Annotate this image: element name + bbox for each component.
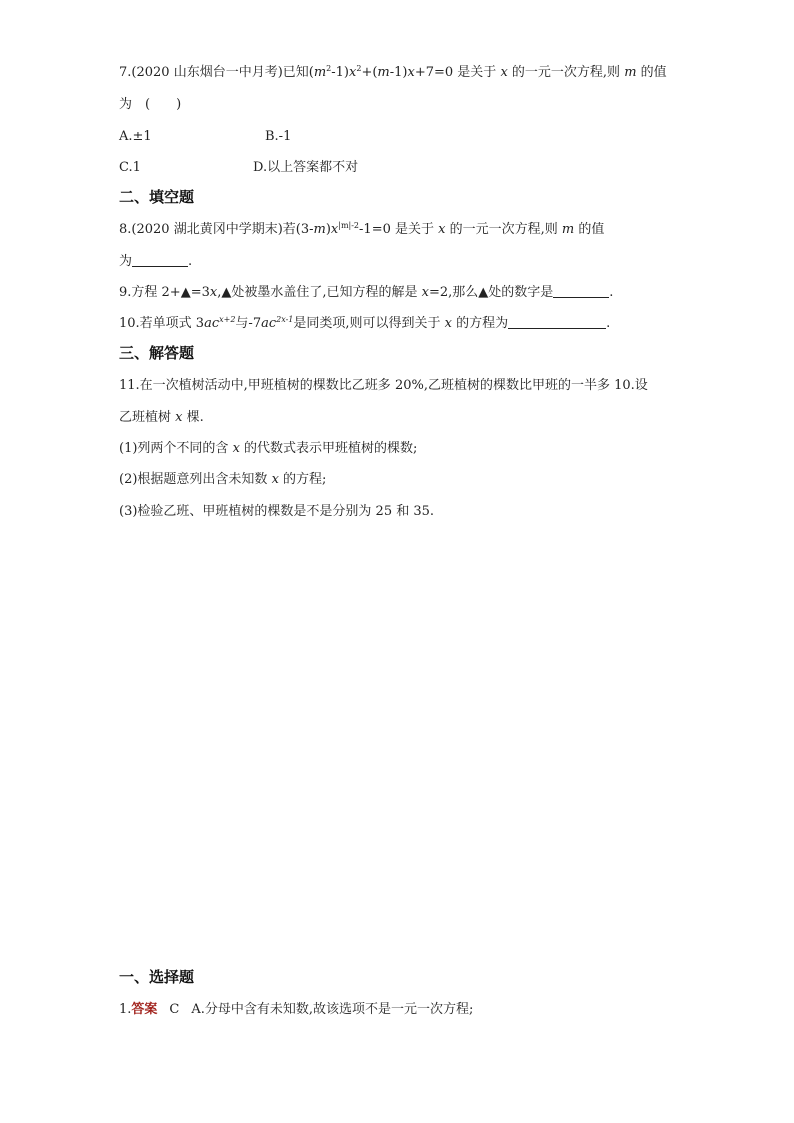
q11-text: (1)列两个不同的含 (119, 441, 233, 456)
section-heading-fill-in: 二、填空题 (119, 188, 195, 206)
answer-number: 1. (119, 1002, 132, 1017)
q9-line (119, 284, 613, 301)
q8-exponent: |m|-2 (338, 221, 360, 230)
q11-var-x: x (232, 441, 240, 456)
q11-var-x: x (175, 410, 183, 425)
answer-label: 答案 (131, 1002, 158, 1017)
q11-text: 棵. (182, 410, 204, 425)
q11-sub1 (119, 440, 417, 457)
q7-line2: 为 ( ) (119, 97, 182, 112)
q7-var-x: x (500, 65, 508, 80)
q7-line1 (119, 64, 667, 81)
q7-text: 的值 (636, 65, 667, 80)
q7-sup: 2 (326, 64, 332, 73)
q7-text: -1) (331, 65, 350, 80)
q10-monomial: ac (204, 316, 220, 331)
q8-var-m: m (313, 222, 326, 237)
q10-monomial: ac (261, 316, 277, 331)
q9-answer-blank[interactable] (553, 285, 609, 298)
q7-var-m: m (313, 65, 327, 80)
q7-option-b: B.-1 (265, 129, 292, 144)
q10-text: . (606, 316, 611, 331)
q11-text: 的方程; (278, 472, 327, 487)
q11-line2 (119, 409, 204, 426)
q7-sup: 2 (356, 64, 362, 73)
q11-sub3: (3)检验乙班、甲班植树的棵数是不是分别为 25 和 35. (119, 504, 435, 519)
q9-var-x: x (209, 285, 218, 300)
q7-var-x: x (349, 65, 357, 80)
q9-prefix: 9.方程 2+▲=3 (119, 285, 210, 300)
answer-1-line (119, 1001, 473, 1018)
q7-option-d: D.以上答案都不对 (253, 160, 359, 175)
section-heading-solve: 三、解答题 (119, 344, 195, 362)
q8-text: ) (325, 222, 331, 237)
q9-var-x: x (421, 285, 429, 300)
answers-section-heading: 一、选择题 (119, 968, 195, 986)
q8-var-x: x (330, 222, 339, 237)
q10-line (119, 315, 610, 332)
answer-explanation: A.分母中含有未知数,故该选项不是一元一次方程; (191, 1002, 474, 1017)
q8-answer-blank[interactable] (132, 254, 188, 267)
q10-text: 的方程为 (452, 316, 509, 331)
q10-prefix: 10.若单项式 3 (119, 316, 205, 331)
q11-text: 乙班植树 (119, 410, 176, 425)
q11-var-x: x (271, 472, 279, 487)
q9-text: =2,那么▲处的数字是 (428, 285, 554, 300)
q8-var-m: m (561, 222, 575, 237)
q7-text: -1) (389, 65, 408, 80)
q11-text: (2)根据题意列出含未知数 (119, 472, 272, 487)
q9-text: ,▲处被墨水盖住了,已知方程的解是 (217, 285, 422, 300)
q7-option-a: A.±1 (119, 129, 152, 144)
q10-exponent: x+2 (219, 315, 236, 324)
q7-var-m: m (377, 65, 390, 80)
q8-text: . (188, 254, 193, 269)
q11-line1: 11.在一次植树活动中,甲班植树的棵数比乙班多 20%,乙班植树的棵数比甲班的一半多 10.设 (119, 378, 648, 393)
q10-var-x: x (444, 316, 452, 331)
q10-text: 与-7 (235, 316, 262, 331)
answer-choice: C (169, 1002, 180, 1017)
q10-exponent: 2x-1 (276, 315, 294, 324)
q7-prefix: 7.(2020 山东烟台一中月考)已知( (119, 65, 314, 80)
q10-answer-blank[interactable] (508, 316, 606, 329)
q7-text: 的一元一次方程,则 (507, 65, 625, 80)
q8-line1 (119, 221, 604, 238)
q7-text: +7=0 是关于 (414, 65, 501, 80)
q8-text: 的值 (574, 222, 605, 237)
q11-text: 的代数式表示甲班植树的棵数; (239, 441, 418, 456)
q8-var-x: x (438, 222, 446, 237)
q8-text: -1=0 是关于 (359, 222, 439, 237)
q7-text: +( (361, 65, 378, 80)
q8-text: 的一元一次方程,则 (445, 222, 562, 237)
q11-sub2 (119, 471, 326, 488)
q8-text: 为 (119, 254, 133, 269)
q10-text: 是同类项,则可以得到关于 (293, 316, 445, 331)
q7-var-m: m (624, 65, 637, 80)
q8-line2 (119, 253, 192, 270)
q7-var-x: x (407, 65, 415, 80)
q7-option-c: C.1 (119, 160, 141, 175)
q9-text: . (609, 285, 614, 300)
q8-prefix: 8.(2020 湖北黄冈中学期末)若(3- (119, 222, 314, 237)
